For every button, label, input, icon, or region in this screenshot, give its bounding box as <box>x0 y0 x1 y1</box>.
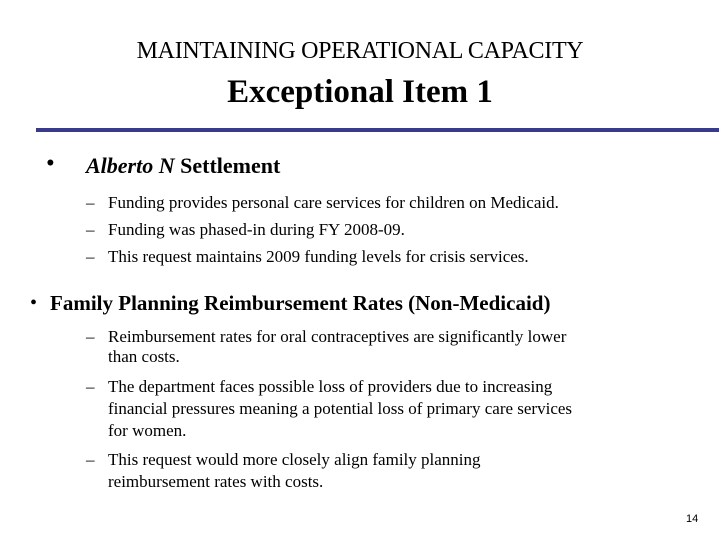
title-rule <box>36 128 719 132</box>
list-item-line: financial pressures meaning a potential loss of primary care services <box>108 399 573 418</box>
dash-icon: – <box>86 220 95 239</box>
dash-icon: – <box>86 377 95 396</box>
bullet-icon: • <box>46 150 55 177</box>
section-heading-rest: Settlement <box>174 153 281 178</box>
section-heading <box>86 153 280 179</box>
list-item-line: reimbursement rates with costs. <box>108 472 324 491</box>
list-item-line: The department faces possible loss of providers due to increasing <box>108 377 553 396</box>
slide-title-line2: Exceptional Item 1 <box>227 74 493 110</box>
dash-icon: – <box>86 247 95 266</box>
dash-icon: – <box>86 450 95 469</box>
page-number: 14 <box>686 513 699 525</box>
dash-icon: – <box>86 193 95 212</box>
list-item: Funding provides personal care services for children on Medicaid. <box>108 193 559 212</box>
section-heading-italic: Alberto N <box>86 153 175 178</box>
bullet-icon: • <box>30 292 38 314</box>
list-item-line: This request would more closely align family planning <box>108 450 481 469</box>
list-item-line: than costs. <box>108 347 180 366</box>
dash-icon: – <box>86 327 95 346</box>
list-item-line: for women. <box>108 421 187 440</box>
section-heading: Family Planning Reimbursement Rates (Non-Medicaid) <box>50 291 551 315</box>
list-item: This request maintains 2009 funding levels for crisis services. <box>108 247 529 266</box>
slide-title-line1: MAINTAINING OPERATIONAL CAPACITY <box>136 38 584 64</box>
list-item-line: Reimbursement rates for oral contraceptives are significantly lower <box>108 327 567 346</box>
list-item: Funding was phased-in during FY 2008-09. <box>108 220 405 239</box>
